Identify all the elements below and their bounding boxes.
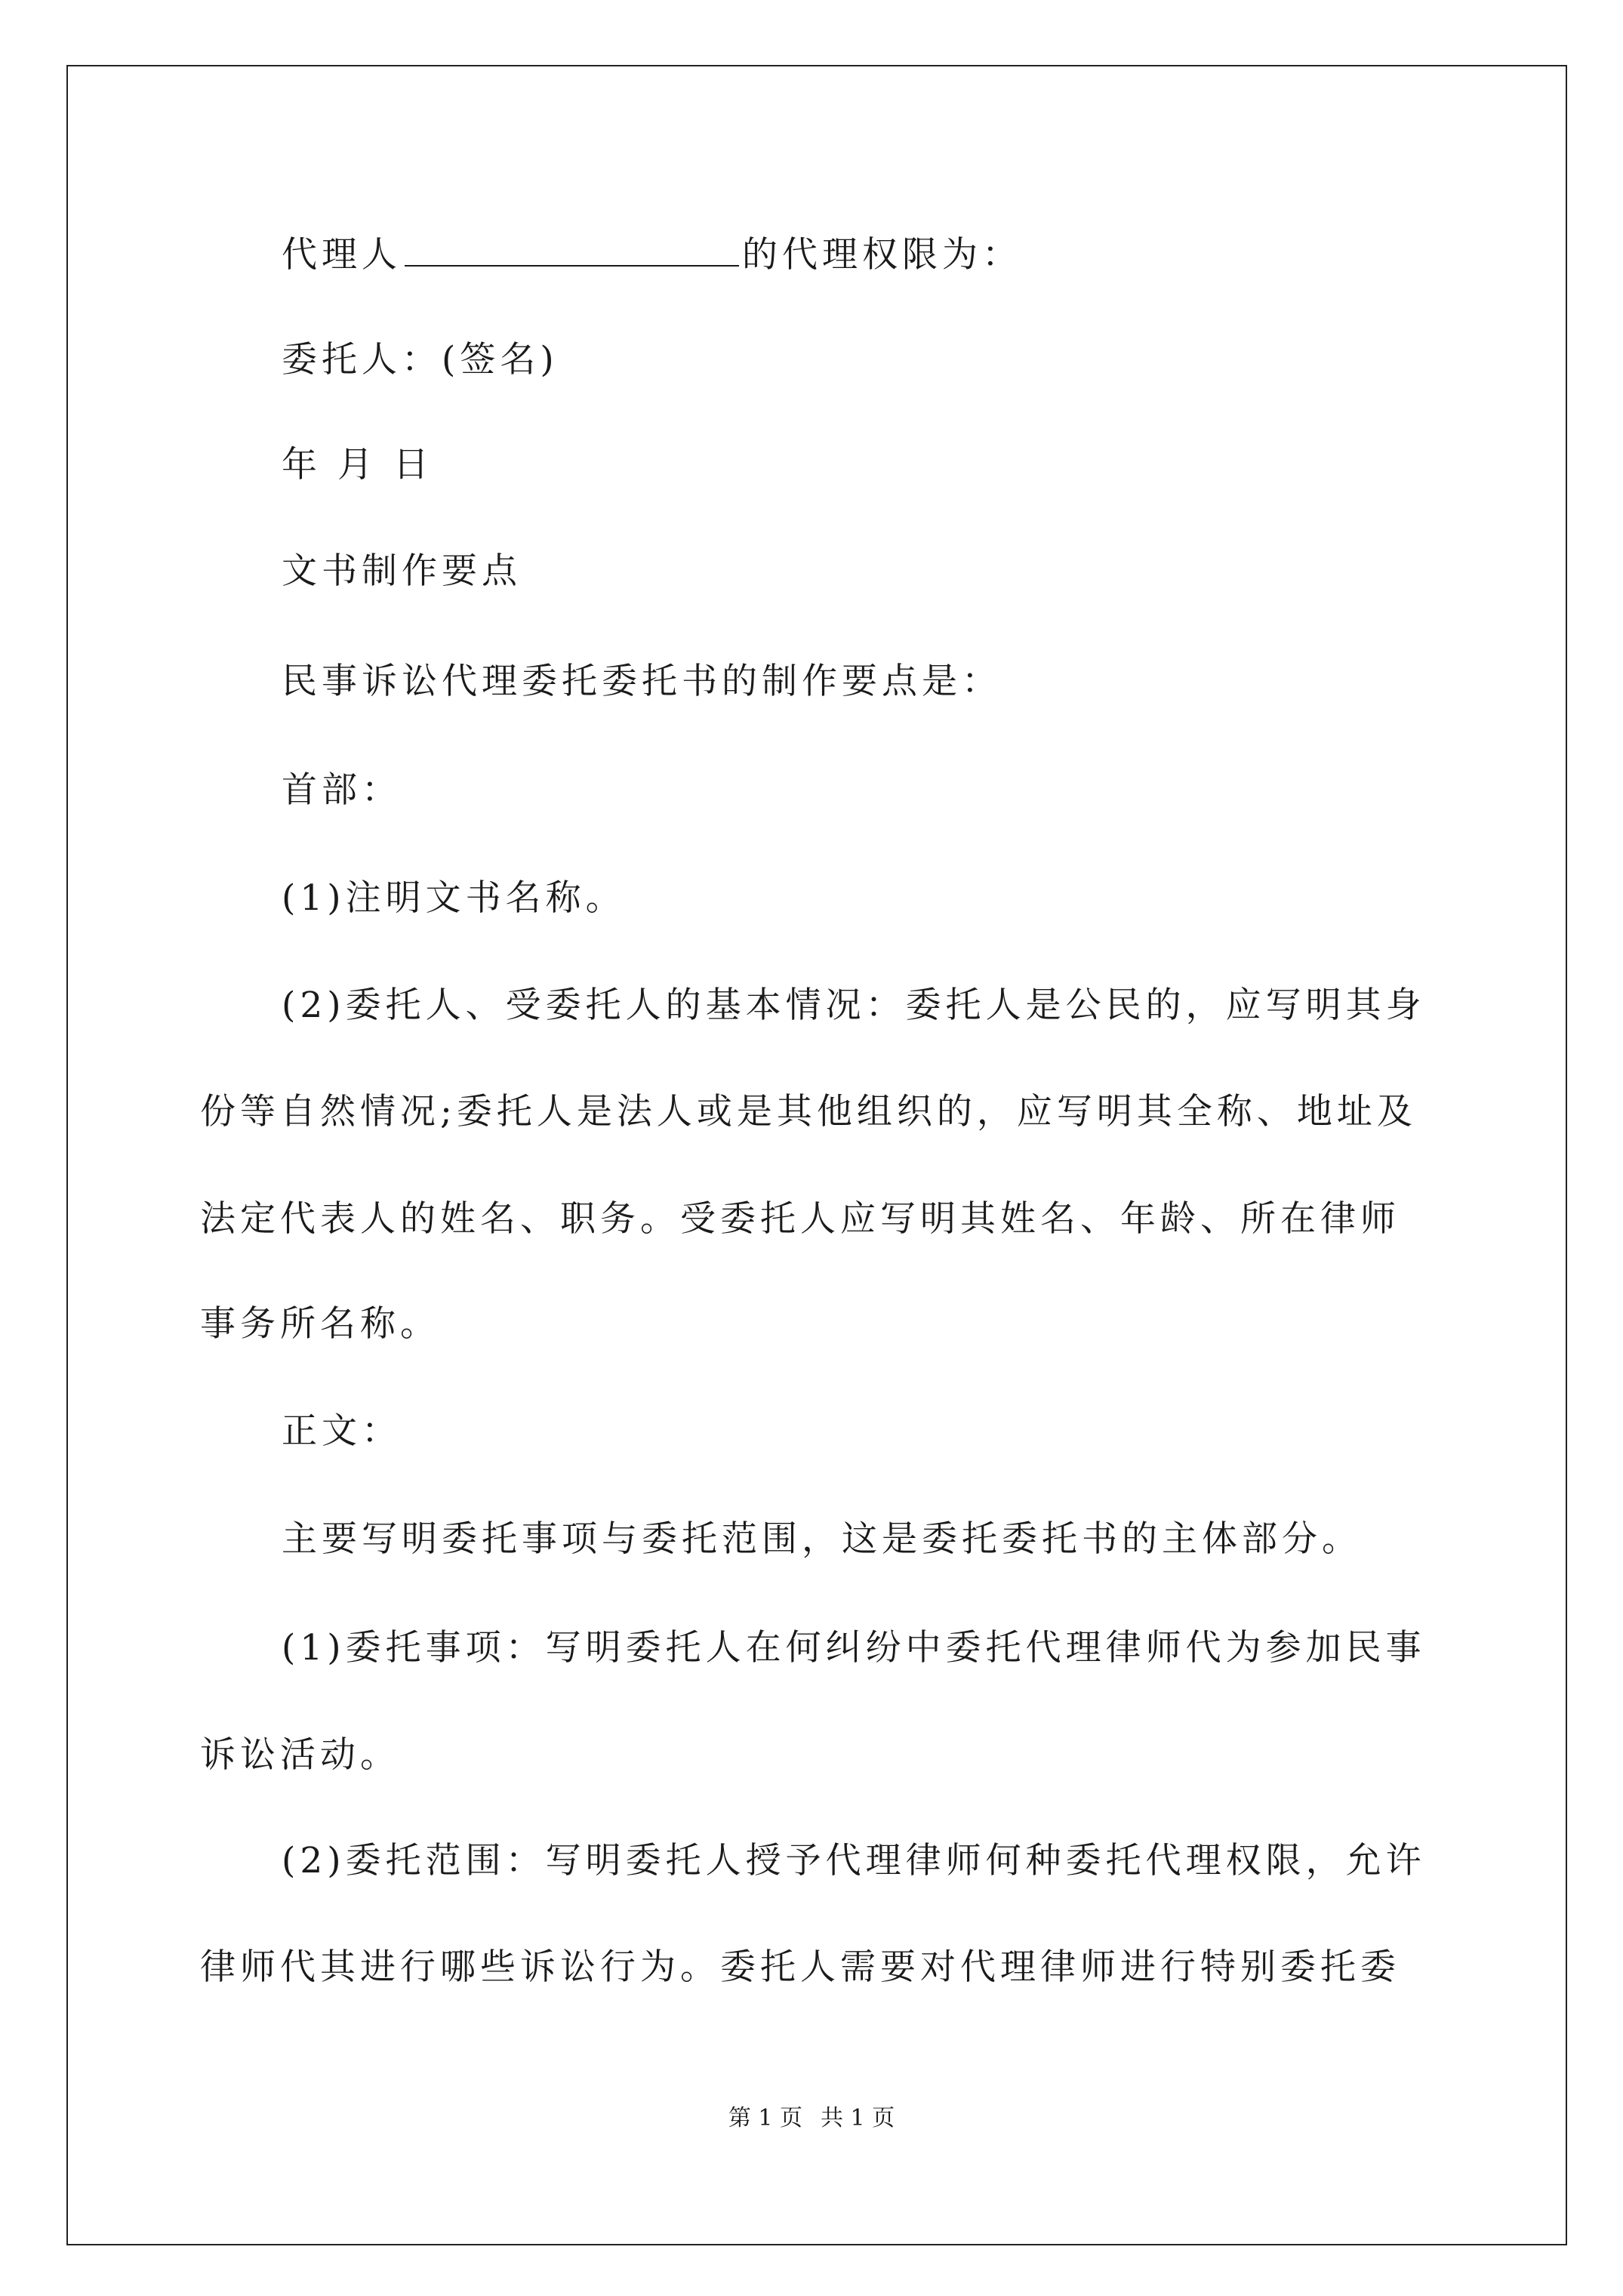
agent-name-blank[interactable] bbox=[405, 232, 739, 267]
paragraph-line: (1)委托事项：写明委托人在何纠纷中委托代理律师代为参加民事 bbox=[282, 1627, 1426, 1669]
paragraph-line: (2)委托范围：写明委托人授予代理律师何种委托代理权限，允许 bbox=[282, 1840, 1426, 1881]
paragraph-line: 主要写明委托事项与委托范围，这是委托委托书的主体部分。 bbox=[282, 1518, 1362, 1560]
signature-line: 委托人：(签名) bbox=[282, 339, 559, 381]
agent-authority-line bbox=[282, 232, 1489, 278]
page-number: 第 1 页 bbox=[728, 2105, 802, 2131]
page-border bbox=[66, 65, 1567, 2245]
subheading-body: 正文： bbox=[282, 1410, 402, 1452]
agent-label: 代理人 bbox=[282, 234, 402, 276]
paragraph-line: 事务所名称。 bbox=[200, 1303, 440, 1345]
paragraph-line: 诉讼活动。 bbox=[200, 1734, 400, 1776]
authority-label: 的代理权限为： bbox=[742, 234, 1022, 276]
subheading-header: 首部： bbox=[282, 769, 402, 811]
paragraph-intro: 民事诉讼代理委托委托书的制作要点是： bbox=[282, 661, 1002, 702]
section-heading: 文书制作要点 bbox=[282, 550, 522, 592]
list-item: (1)注明文书名称。 bbox=[282, 877, 626, 919]
page-footer bbox=[0, 2103, 1623, 2134]
page-total: 共 1 页 bbox=[821, 2105, 895, 2131]
date-line: 年 月 日 bbox=[282, 444, 433, 485]
paragraph-line: 律师代其进行哪些诉讼行为。委托人需要对代理律师进行特别委托委 bbox=[200, 1946, 1400, 1988]
paragraph-line: 法定代表人的姓名、职务。受委托人应写明其姓名、年龄、所在律师 bbox=[200, 1198, 1400, 1240]
paragraph-line: (2)委托人、受委托人的基本情况：委托人是公民的，应写明其身 bbox=[282, 985, 1426, 1026]
paragraph-line: 份等自然情况;委托人是法人或是其他组织的，应写明其全称、地址及 bbox=[200, 1091, 1417, 1133]
